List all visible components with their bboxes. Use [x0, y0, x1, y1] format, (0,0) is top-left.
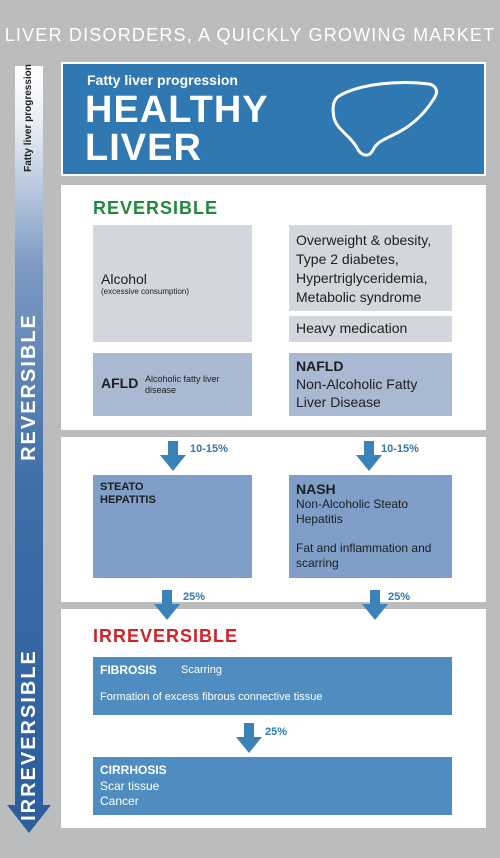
nash-effect: Fat and inflammation and scarring: [296, 541, 432, 570]
irreversible-title: IRREVERSIBLE: [93, 626, 239, 646]
nash-to-fibrosis-rate: 25%: [388, 591, 411, 603]
reversible-title: REVERSIBLE: [93, 198, 219, 218]
nafld-to-nash-rate: 10-15%: [381, 443, 419, 455]
medication-label: Heavy medication: [296, 320, 408, 336]
alcohol-note: (excessive consumption): [101, 287, 190, 296]
steato-hepatitis-box: [93, 475, 252, 578]
fibrosis-to-cirrhosis-rate: 25%: [265, 726, 288, 738]
nafld-box: [289, 353, 452, 416]
nash-description: Non-Alcoholic Steato Hepatitis: [296, 497, 409, 526]
risk-factor: Type 2 diabetes,: [296, 251, 399, 267]
progression-label: Fatty liver progression: [23, 64, 34, 172]
healthy-liver-banner: [61, 62, 486, 176]
arrow-down-icon: [362, 590, 388, 620]
afld-to-steato-rate: 10-15%: [190, 443, 228, 455]
cirrhosis-box: [93, 757, 452, 815]
risk-factor: Overweight & obesity,: [296, 232, 432, 248]
risk-factor: Metabolic syndrome: [296, 289, 422, 305]
steato-hepatitis-label: STEATO HEPATITIS: [100, 481, 156, 506]
healthy-title-line2: LIVER: [85, 127, 202, 169]
arrow-down-icon: [154, 590, 180, 620]
cirrhosis-line2: Cancer: [100, 794, 139, 808]
nafld-description: Non-Alcoholic Fatty Liver Disease: [296, 376, 418, 410]
arrow-down-icon: [236, 723, 262, 753]
risk-factor: Hypertriglyceridemia,: [296, 270, 428, 286]
alcohol-box: [93, 225, 252, 342]
risk-factors-list: [289, 231, 431, 307]
page-title: LIVER DISORDERS, A QUICKLY GROWING MARKET: [4, 25, 496, 45]
fibrosis-description: Formation of excess fibrous connective tissue: [100, 691, 323, 703]
afld-box: [93, 353, 252, 416]
medication-box: [289, 316, 452, 342]
arrow-down-icon: [356, 441, 382, 471]
alcohol-label: Alcohol: [101, 271, 147, 287]
nafld-label: NAFLD: [296, 358, 344, 374]
cirrhosis-line1: Scar tissue: [100, 779, 160, 793]
fibrosis-subtitle: Scarring: [181, 664, 222, 676]
afld-label: AFLD: [101, 375, 139, 391]
irreversible-side-label: IRREVERSIBLE: [18, 649, 40, 821]
fibrosis-label: FIBROSIS: [100, 663, 157, 677]
healthy-title-line1: HEALTHY: [85, 89, 269, 131]
afld-description: Alcoholic fatty liver disease: [145, 374, 220, 395]
healthy-title: [85, 91, 269, 167]
reversible-side-label: REVERSIBLE: [18, 313, 40, 461]
arrow-down-icon: [160, 441, 186, 471]
steato-to-fibrosis-rate: 25%: [183, 591, 206, 603]
nash-box: [289, 475, 452, 578]
fibrosis-box: [93, 657, 452, 715]
healthy-subtitle: Fatty liver progression: [87, 72, 238, 88]
risk-factors-box: [289, 225, 452, 311]
cirrhosis-label: CIRRHOSIS: [100, 763, 167, 777]
nash-label: NASH: [296, 481, 336, 497]
liver-icon: [329, 78, 439, 162]
